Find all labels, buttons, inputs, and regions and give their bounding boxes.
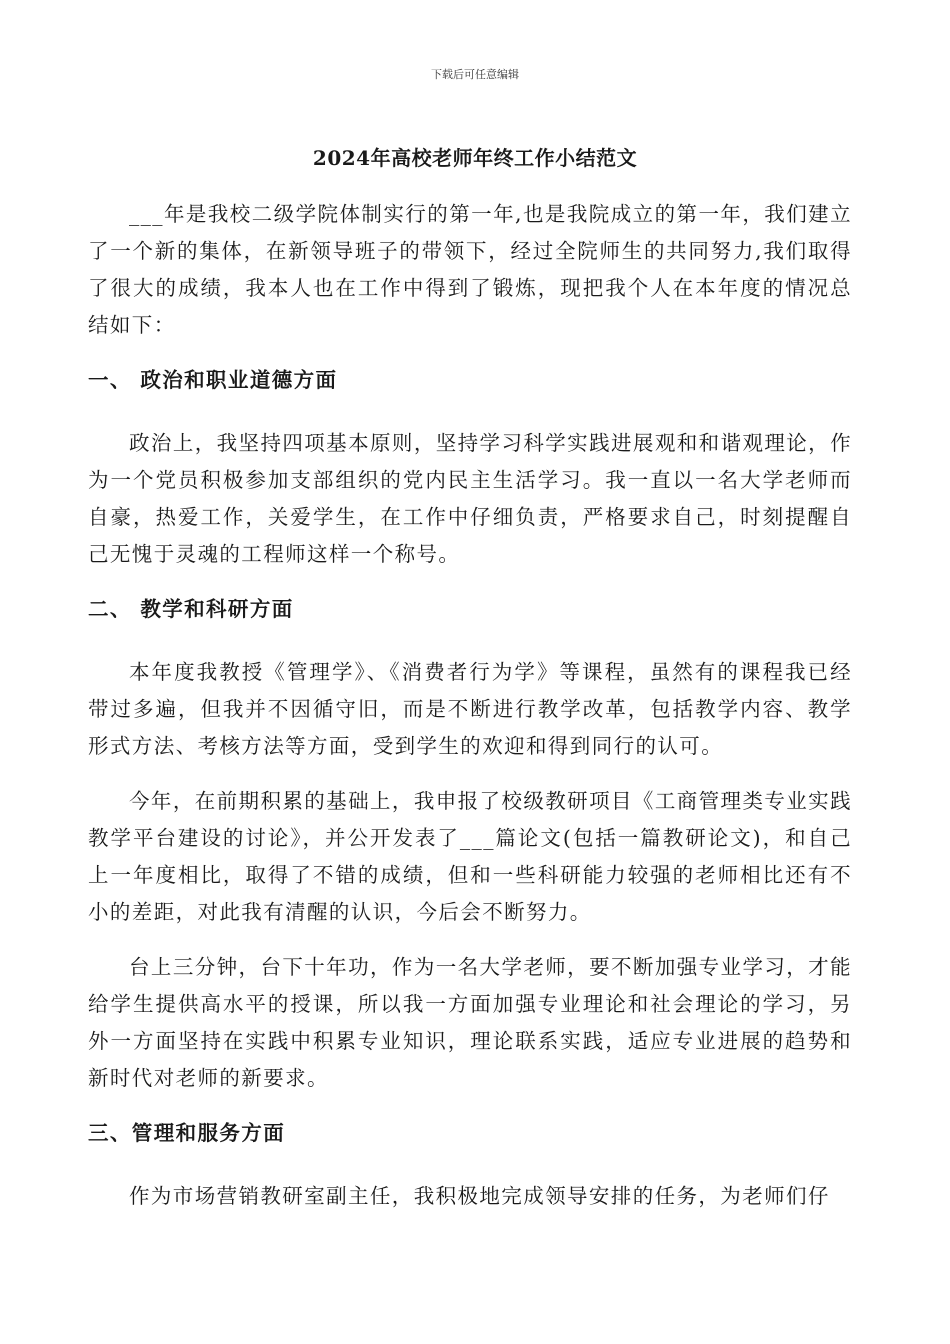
teaching-paragraph-2: 今年，在前期积累的基础上，我申报了校级教研项目《工商管理类专业实践教学平台建设的讨论》，并公开发表了___篇论文(包括一篇教研论文)，和自己上一年度相比，取得了不错的成绩，但和一些科研能力较强的老师相比还有不小的差距，对此我有清醒的认识，今后会不断努力。 <box>88 789 852 924</box>
header-note: 下载后可任意编辑 <box>431 68 519 81</box>
teaching-paragraph-3: 台上三分钟，台下十年功，作为一名大学老师，要不断加强专业学习，才能给学生提供高水平的授课，所以我一方面加强专业理论和社会理论的学习，另外一方面坚持在实践中积累专业知识，理论联系实践，适应专业进展的趋势和新时代对老师的新要求。 <box>88 955 852 1090</box>
section-heading-management: 三、管理和服务方面 <box>88 1121 286 1145</box>
section-heading-teaching: 二、 教学和科研方面 <box>88 597 294 621</box>
intro-paragraph: ___年是我校二级学院体制实行的第一年,也是我院成立的第一年，我们建立了一个新的集体，在新领导班子的带领下，经过全院师生的共同努力,我们取得了很大的成绩，我本人也在工作中得到了锻炼，现把我个人在本年度的情况总结如下： <box>88 202 852 337</box>
management-paragraph: 作为市场营销教研室副主任，我积极地完成领导安排的任务，为老师们仔 <box>129 1184 830 1208</box>
teaching-paragraph-1: 本年度我教授《管理学》、《消费者行为学》等课程，虽然有的课程我已经带过多遍，但我并不因循守旧，而是不断进行教学改革，包括教学内容、教学形式方法、考核方法等方面，受到学生的欢迎和得到同行的认可。 <box>88 660 852 758</box>
document-title: 2024年高校老师年终工作小结范文 <box>312 146 638 170</box>
section-heading-politics: 一、 政治和职业道德方面 <box>88 368 338 392</box>
document-body <box>88 196 852 1233</box>
politics-paragraph: 政治上，我坚持四项基本原则，坚持学习科学实践进展观和和谐观理论，作为一个党员积极参加支部组织的党内民主生活学习。我一直以一名大学老师而自豪，热爱工作，关爱学生，在工作中仔细负责，严格要求自己，时刻提醒自己无愧于灵魂的工程师这样一个称号。 <box>88 431 852 566</box>
